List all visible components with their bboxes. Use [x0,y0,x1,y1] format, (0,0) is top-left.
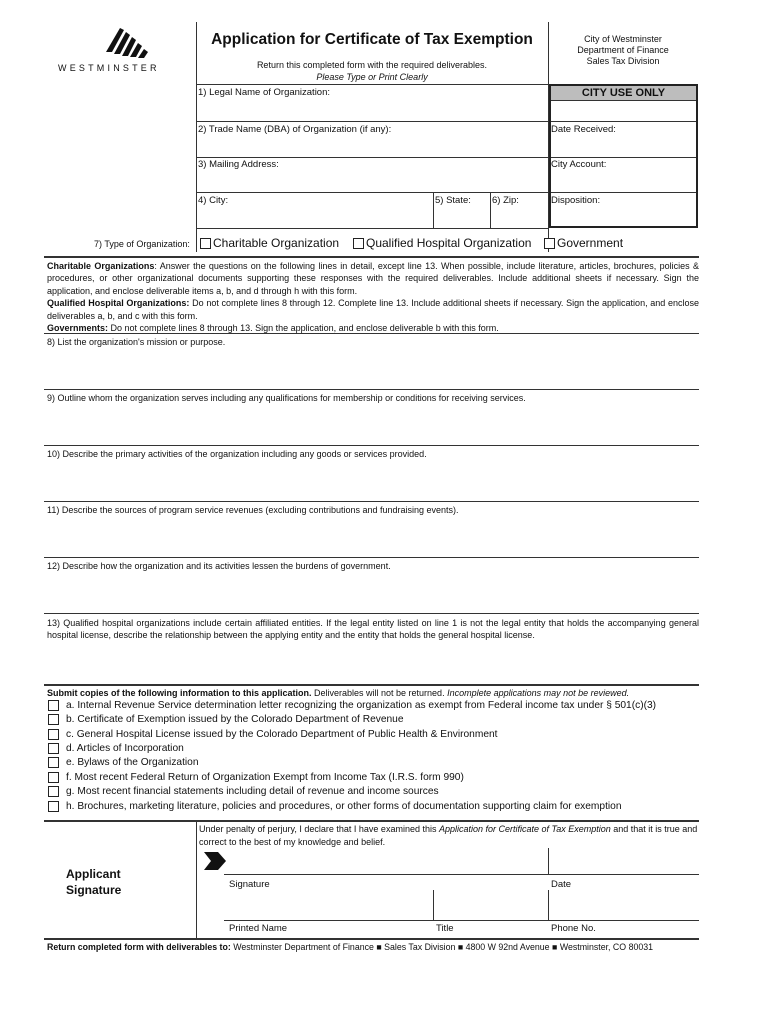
question-13[interactable]: 13) Qualified hospital organizations include certain affiliated entities. If the legal entity listed on line 1 is not the legal entity that holds the accompanying general hospital license, describe the relationship between the applying entity and the entity that holds the general hospital license. [47,618,699,641]
westminster-logo [100,22,156,62]
question-12[interactable]: 12) Describe how the organization and its activities lessen the burdens of government. [47,561,391,571]
hospital-option-label: Qualified Hospital Organization [366,236,532,250]
declaration-part-1: Under penalty of perjury, I declare that I have examined this [199,824,439,834]
bullet-icon: ■ [457,942,464,952]
perjury-declaration [199,823,699,848]
government-option-label: Government [557,236,624,250]
logo-wordmark: WESTMINSTER [58,63,160,73]
charitable-text: : Answer the questions on the following lines in detail, except line 13. When possible, include literature, articles, brochures, policies & procedures, or other organizational documents supporting these responses with the required deliverables. Include additional sheets if necessary. Sign the application, and enclose deliverable items a, b, and d through h with this form. [47,261,699,296]
zip-field[interactable]: 6) Zip: [492,195,519,206]
trade-name-field[interactable]: 2) Trade Name (DBA) of Organization (if any): [198,124,392,135]
date-received-label: Date Received: [551,124,616,135]
hospital-checkbox[interactable] [353,238,364,249]
deliverable-b-checkbox[interactable] [48,714,59,725]
deliverable-b-label: b. Certificate of Exemption issued by the Colorado Department of Revenue [66,714,404,725]
org-type-label: 7) Type of Organization: [94,239,190,249]
logo-mark-icon [100,22,156,62]
type-note: Please Type or Print Clearly [316,72,428,82]
footer-city: Westminster, CO 80031 [559,942,654,952]
legal-name-field[interactable]: 1) Legal Name of Organization: [198,87,331,98]
date-field[interactable]: Date [551,879,572,890]
footer-street: 4800 W 92nd Avenue [465,942,550,952]
applicant-signature-label [66,866,121,898]
deliverable-e-label: e. Bylaws of the Organization [66,757,199,768]
deliverable-d-checkbox[interactable] [48,743,59,754]
government-heading: Governments: [47,323,109,334]
page-title: Application for Certificate of Tax Exemption [211,31,533,48]
signature-side-label: Signature [66,883,122,897]
sign-here-arrow-icon [204,852,226,870]
question-10[interactable]: 10) Describe the primary activities of the organization including any goods or services provided. [47,449,427,459]
submit-heading [47,688,702,698]
city-line: City of Westminster [584,34,662,44]
charitable-heading: Charitable Organizations [47,261,155,271]
charitable-option-label: Charitable Organization [213,236,340,250]
question-11[interactable]: 11) Describe the sources of program service revenues (excluding contributions and fundraising events). [47,505,459,515]
signature-field[interactable]: Signature [229,879,270,890]
city-field[interactable]: 4) City: [198,195,229,206]
bullet-icon: ■ [552,942,558,952]
city-use-box [549,84,698,228]
deliverable-a-checkbox[interactable] [48,700,59,711]
deliverable-g-checkbox[interactable] [48,786,59,797]
charitable-checkbox[interactable] [200,238,211,249]
question-9[interactable]: 9) Outline whom the organization serves including any qualifications for membership or conditions for receiving services. [47,393,526,403]
government-checkbox[interactable] [544,238,555,249]
hospital-text: Do not complete lines 8 through 12. Complete line 13. Include additional sheets if necessary. Sign the application, and enclose deliverables a, b, and c with this form. [47,298,700,321]
printed-name-field[interactable]: Printed Name [229,923,288,934]
deliverable-f-checkbox[interactable] [48,772,59,783]
title-field[interactable]: Title [436,923,454,934]
submit-heading-bold: Submit copies of the following information to this application. [47,688,312,698]
dept-line: Department of Finance [577,45,669,55]
division-line: Sales Tax Division [586,56,660,66]
submit-heading-normal: Deliverables will not be returned. [311,688,448,698]
applicant-label: Applicant [66,867,121,881]
bullet-icon: ■ [376,942,382,952]
deliverable-d-label: d. Articles of Incorporation [66,743,184,754]
deliverable-c-label: c. General Hospital License issued by the Colorado Department of Public Health & Environment [66,729,498,740]
city-dept-block [548,34,698,67]
mailing-address-field[interactable]: 3) Mailing Address: [198,159,279,170]
submit-heading-italic: Incomplete applications may not be reviewed. [447,688,630,698]
declaration-form-name: Application for Certificate of Tax Exemption [438,824,611,834]
footer-division: Sales Tax Division [384,942,456,952]
charitable-instructions [47,260,699,297]
phone-field[interactable]: Phone No. [551,923,596,934]
deliverable-c-checkbox[interactable] [48,729,59,740]
deliverable-a-label: a. Internal Revenue Service determination letter recognizing the organization as exempt from Federal income tax under § 501(c)(3) [66,700,657,711]
deliverable-g-label: g. Most recent financial statements including detail of revenue and income sources [66,786,439,797]
return-address-footer [47,942,653,952]
deliverable-f-label: f. Most recent Federal Return of Organization Exempt from Income Tax (I.R.S. form 990) [66,772,464,783]
hospital-instructions [47,297,699,322]
deliverable-h-label: h. Brochures, marketing literature, policies and procedures, or other forms of documentation supporting claim for exemption [66,801,622,812]
instructions-block [47,260,699,334]
declaration-part-2: and that it is true and correct to the best of my knowledge and belief. [199,824,698,847]
deliverable-h-checkbox[interactable] [48,801,59,812]
hospital-heading: Qualified Hospital Organizations: [47,298,190,309]
state-field[interactable]: 5) State: [435,195,471,206]
footer-department: Westminster Department of Finance [233,942,374,952]
question-8[interactable]: 8) List the organization's mission or purpose. [47,337,226,347]
city-use-title: CITY USE ONLY [551,86,696,100]
government-text: Do not complete lines 8 through 13. Sign the application, and enclose deliverable b with this form. [108,323,499,334]
deliverable-e-checkbox[interactable] [48,757,59,768]
return-note: Return this completed form with the required deliverables. [256,60,488,70]
city-account-label: City Account: [551,159,607,170]
footer-heading: Return completed form with deliverables to: [47,942,231,952]
disposition-label: Disposition: [551,195,601,206]
